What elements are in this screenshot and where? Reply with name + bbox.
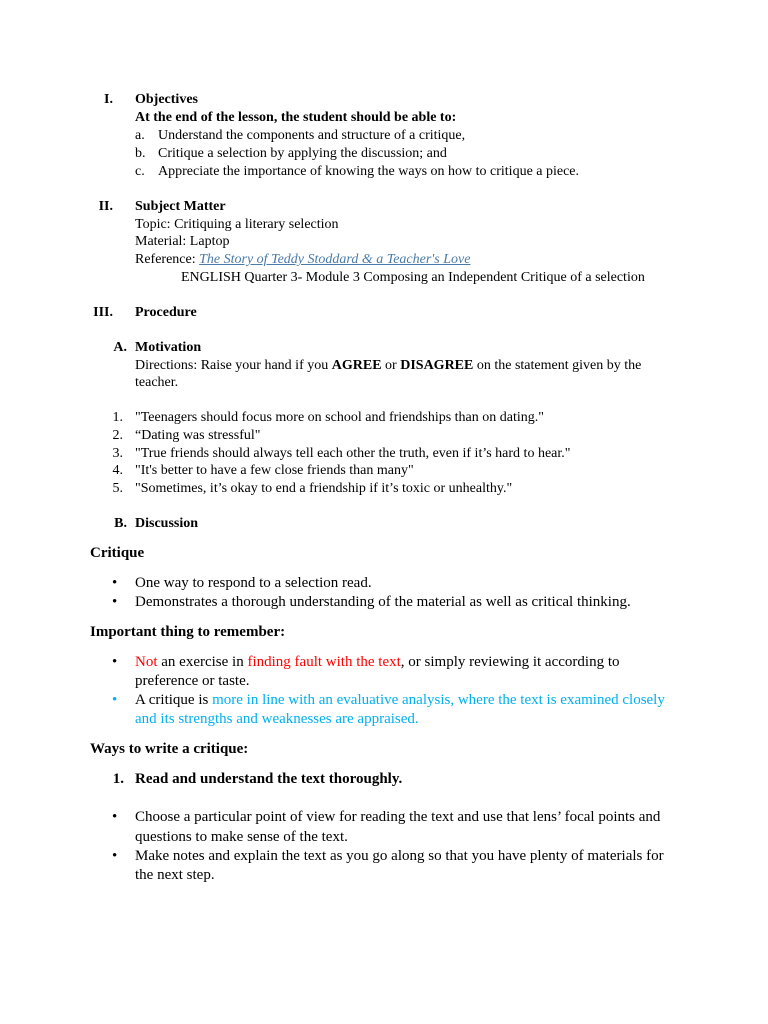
step-number: 1. xyxy=(112,771,124,787)
statement-item: "It's better to have a few close friends than many" xyxy=(135,463,414,478)
agree-keyword: AGREE xyxy=(331,358,382,373)
directions-text: on the statement given by the xyxy=(473,358,642,373)
ways-bullet: Choose a particular point of view for reading the text and use that lens’ focal points and xyxy=(135,809,661,825)
statement-number: 3. xyxy=(112,446,123,461)
critique-bullet: Demonstrates a thorough understanding of the material as well as critical thinking. xyxy=(135,594,631,610)
motivation-directions-line2: teacher. xyxy=(135,375,179,390)
ways-bullet: Make notes and explain the text as you go along so that you have plenty of materials for xyxy=(135,848,664,864)
bullet-icon: • xyxy=(112,848,118,864)
statement-number: 5. xyxy=(112,481,123,496)
subsection-letter: B. xyxy=(114,516,127,531)
objective-item: Critique a selection by applying the discussion; and xyxy=(158,146,447,161)
directions-or: or xyxy=(381,358,401,373)
section-numeral: I. xyxy=(104,92,113,107)
remember-bullet-2 xyxy=(135,692,665,709)
subject-material: Material: Laptop xyxy=(135,234,230,249)
remember-text: an exercise in xyxy=(157,654,248,670)
remember-text: , or simply reviewing it according to xyxy=(400,654,620,670)
bullet-icon: • xyxy=(112,575,118,591)
statement-number: 4. xyxy=(112,463,123,478)
bullet-icon: • xyxy=(112,809,118,825)
section-heading-procedure: Procedure xyxy=(135,305,197,320)
motivation-directions xyxy=(135,358,641,374)
remember-heading: Important thing to remember: xyxy=(90,624,286,640)
highlight-blue: more in line with an evaluative analysis, where the text is examined closely xyxy=(212,692,665,708)
statement-item: “Dating was stressful" xyxy=(135,428,261,443)
statement-number: 1. xyxy=(112,410,123,425)
remember-bullet-2-line2: and its strengths and weaknesses are appraised. xyxy=(135,711,419,727)
ways-heading: Ways to write a critique: xyxy=(90,741,249,757)
step-text: Read and understand the text thoroughly. xyxy=(135,771,403,787)
objective-item: Understand the components and structure of a critique, xyxy=(158,128,466,143)
objective-letter: c. xyxy=(135,164,145,179)
subject-topic: Topic: Critiquing a literary selection xyxy=(135,217,339,232)
section-heading-objectives: Objectives xyxy=(135,92,198,107)
reference-link[interactable]: The Story of Teddy Stoddard & a Teacher's Love xyxy=(199,252,471,267)
highlight-red: Not xyxy=(135,654,158,670)
section-heading-subject-matter: Subject Matter xyxy=(135,199,226,214)
disagree-keyword: DISAGREE xyxy=(400,358,474,373)
statement-item: "True friends should always tell each other the truth, even if it’s hard to hear." xyxy=(135,446,571,461)
reference-label: Reference: xyxy=(135,252,200,267)
directions-text: Directions: Raise your hand if you xyxy=(135,358,332,373)
statement-item: "Sometimes, it’s okay to end a friendship if it’s toxic or unhealthy." xyxy=(135,481,513,496)
highlight-red: finding fault with the text xyxy=(247,654,401,670)
objective-item: Appreciate the importance of knowing the ways on how to critique a piece. xyxy=(158,164,580,179)
statement-item: "Teenagers should focus more on school and friendships than on dating." xyxy=(135,410,544,425)
section-numeral: II. xyxy=(98,199,113,214)
subject-reference xyxy=(135,252,470,268)
bullet-icon: • xyxy=(112,594,118,610)
ways-bullet-line2: questions to make sense of the text. xyxy=(135,829,348,845)
remember-bullet-1 xyxy=(135,654,619,671)
bullet-icon: • xyxy=(112,692,118,708)
reference-detail: ENGLISH Quarter 3- Module 3 Composing an Independent Critique of a selection xyxy=(181,270,645,285)
ways-bullet-line2: the next step. xyxy=(135,867,215,883)
remember-text: A critique is xyxy=(135,692,213,708)
section-numeral: III. xyxy=(93,305,113,320)
statement-number: 2. xyxy=(112,428,123,443)
remember-bullet-1-line2: preference or taste. xyxy=(135,673,250,689)
subsection-heading-discussion: Discussion xyxy=(135,516,199,531)
subsection-letter: A. xyxy=(113,340,127,355)
bullet-icon: • xyxy=(112,654,118,670)
subsection-heading-motivation: Motivation xyxy=(135,340,202,355)
objective-letter: b. xyxy=(135,146,146,161)
critique-heading: Critique xyxy=(90,545,145,561)
objectives-intro: At the end of the lesson, the student should be able to: xyxy=(135,110,457,125)
critique-bullet: One way to respond to a selection read. xyxy=(135,575,372,591)
objective-letter: a. xyxy=(135,128,145,143)
